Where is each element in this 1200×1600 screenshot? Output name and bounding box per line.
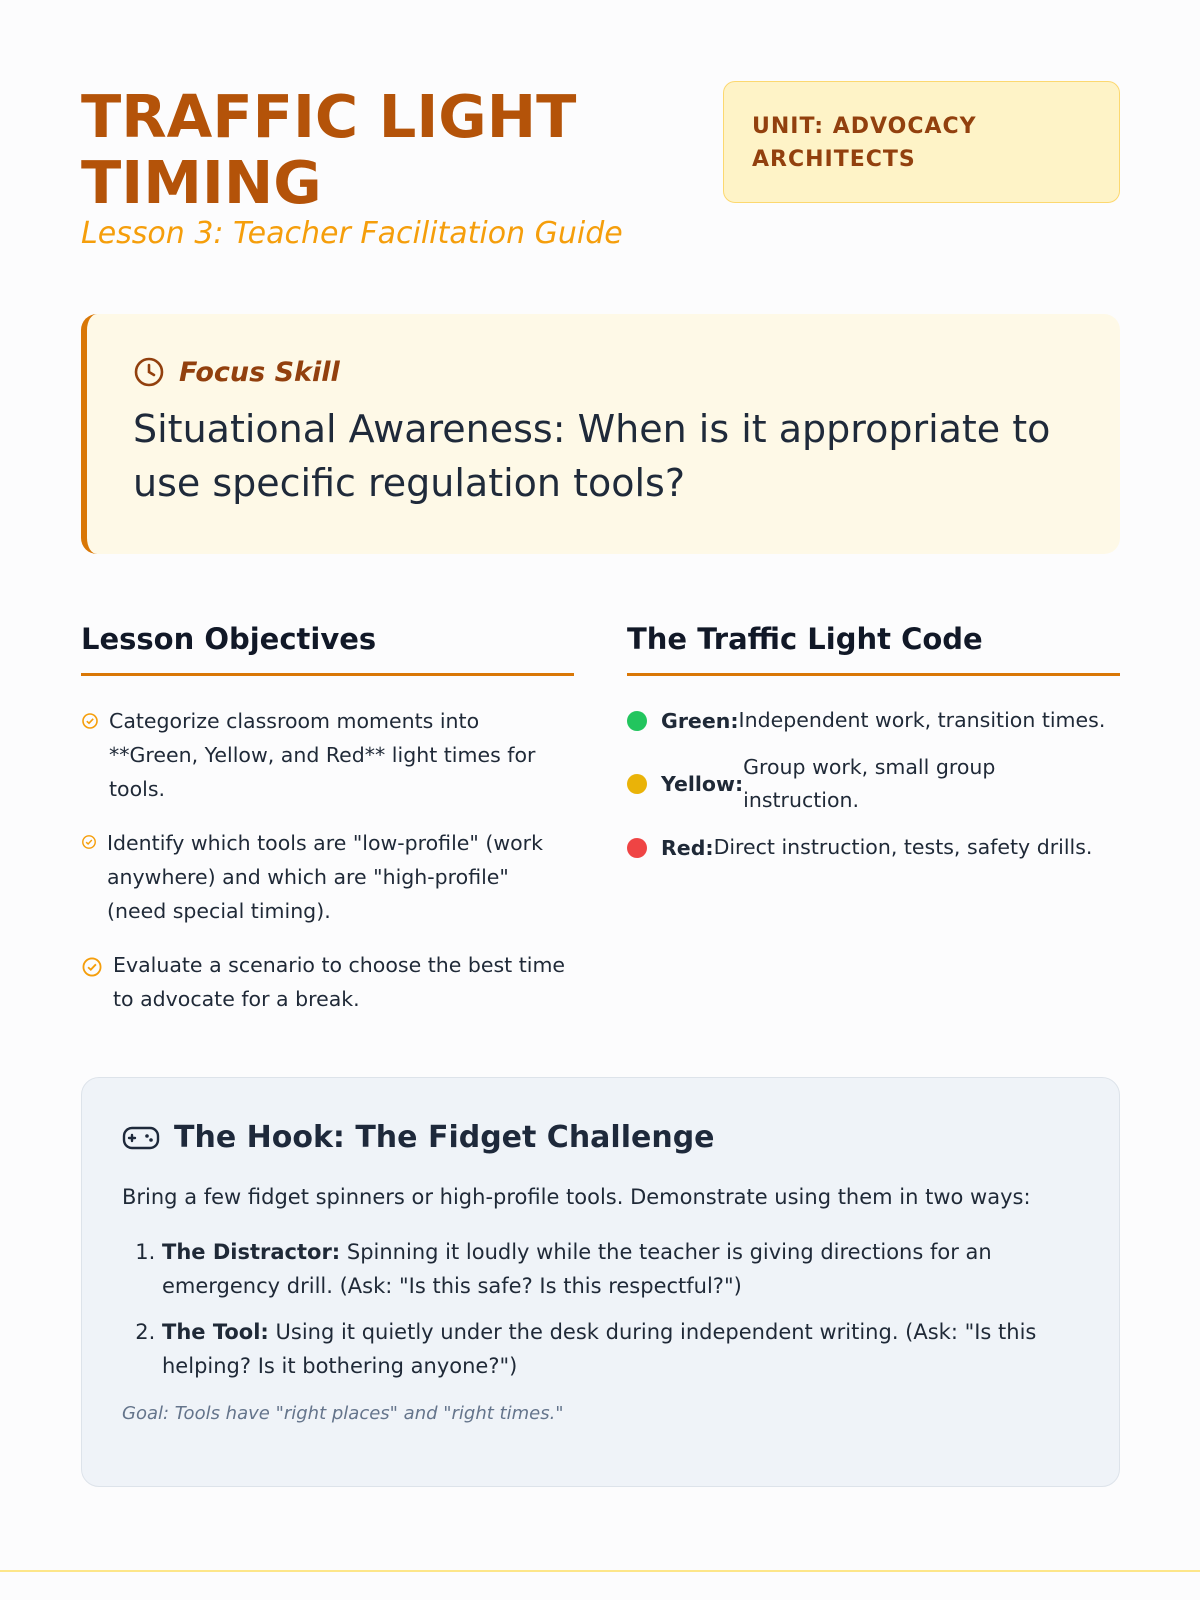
traffic-code-label: Green: [661,708,739,733]
traffic-code-heading: The Traffic Light Code [627,622,1120,676]
hook-card [81,1077,1120,1487]
gamepad-icon [122,1123,160,1153]
objectives-section [81,622,574,1036]
hook-step-text: Spinning it loudly while the teacher is giving directions for an emergency drill. (Ask: "Is this safe? Is this respectful?") [162,1240,992,1298]
focus-skill-callout [81,314,1120,554]
objective-item [81,948,574,1016]
hook-goal: Goal: Tools have "right places" and "right times." [122,1403,564,1424]
hook-step-label: The Tool: [162,1320,269,1344]
hook-heading [122,1120,1079,1155]
objective-item [81,826,574,928]
traffic-code-text: Direct instruction, tests, safety drills. [713,835,1093,859]
traffic-code-item-red [627,831,1120,864]
hook-step-text: Using it quietly under the desk during independent writing. (Ask: "Is this helping? Is it bothering anyone?") [162,1320,1037,1378]
red-dot-icon [627,838,647,858]
traffic-code-list [627,704,1120,864]
green-dot-icon [627,711,647,731]
hook-title: The Hook: The Fidget Challenge [174,1120,715,1155]
hook-intro: Bring a few fidget spinners or high-profile tools. Demonstrate using them in two ways: [122,1185,1031,1209]
hook-step [162,1315,1079,1383]
traffic-code-label: Yellow: [661,772,744,796]
focus-skill-label: Focus Skill [179,356,340,388]
traffic-code-text: Independent work, transition times. [738,708,1106,732]
traffic-code-section [627,622,1120,878]
objective-text: Evaluate a scenario to choose the best time to advocate for a break. [113,953,566,1011]
check-circle-icon [81,834,97,850]
focus-skill-label-row [133,356,1120,388]
traffic-code-label: Red: [661,835,714,860]
hook-step [162,1235,1079,1303]
focus-skill-text: Situational Awareness: When is it appropriate to use specific regulation tools? [133,407,1051,505]
bottom-divider [0,1570,1200,1572]
objective-text: Categorize classroom moments into **Green, Yellow, and Red** light times for tools. [109,709,536,801]
hook-step-label: The Distractor: [162,1240,341,1264]
traffic-code-item-green [627,704,1120,737]
clock-icon [133,356,165,388]
objectives-heading: Lesson Objectives [81,622,574,676]
page-header [81,84,1120,264]
unit-badge: UNIT: ADVOCACY ARCHITECTS [723,81,1120,203]
objective-text: Identify which tools are "low-profile" (work anywhere) and which are "high-profile" (need special timing). [107,831,543,923]
traffic-code-text: Group work, small group instruction. [743,755,996,812]
objective-item [81,704,574,806]
page-title: TRAFFIC LIGHT TIMING [81,82,577,217]
yellow-dot-icon [627,774,647,794]
objectives-list [81,704,574,1016]
check-circle-icon [81,712,99,730]
page-subtitle: Lesson 3: Teacher Facilitation Guide [81,216,623,251]
traffic-code-item-yellow [627,751,1120,817]
hook-steps [122,1235,1079,1383]
check-circle-icon [81,956,103,978]
